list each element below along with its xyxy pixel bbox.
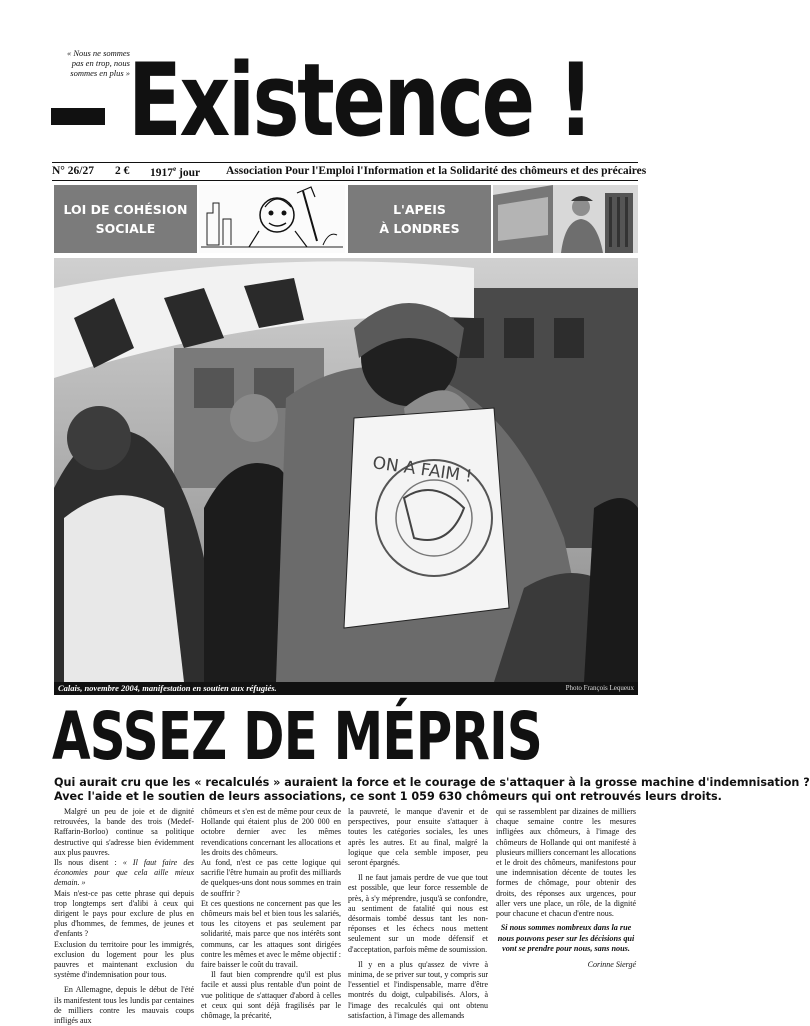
article-paragraph: Malgré un peu de joie et de dignité retrouvées, la bande des trois (Medef-Raffarin-Borloo) continue sa politique destructive qui s'adresse bien évidemment aux plus pauvres. [54,807,194,857]
cartoon-illustration [199,185,345,253]
placard-text: ON A FAIM ! [371,453,474,487]
article-paragraph: Mais n'est-ce pas cette phrase qui depuis trop longtemps sert d'alibi à ceux qui dirigent le pays pour exclure de plus en plus d'hommes, de femmes, de jeunes et d'enfants ? [54,888,194,939]
association-name: Association Pour l'Emploi l'Information et la Solidarité des chômeurs et des précaires [226,165,647,177]
main-photo [54,258,638,682]
article-column-4 [496,807,636,971]
article-paragraph [54,858,194,889]
article-column-2 [201,807,341,1021]
teaser-line: SOCIALE [95,221,156,236]
issue-day-word: jour [176,166,201,179]
article-quote: « Il faut faire des économies pour que cela aille mieux demain. » [54,858,194,888]
photo-credit: Photo François Lequeux [565,684,634,692]
masthead-rule-bottom [52,180,638,181]
teaser-photo-drawing [493,185,638,253]
issue-day-number: 1917 [150,166,173,179]
issue-day [150,165,200,179]
article-column-3 [348,807,488,1021]
article-paragraph: Il ne faut jamais perdre de vue que tout est possible, que leur force ressemble de près, à s'y méprendre, jusqu'à se confondre, au sentiment de fatalité qui nous est désormais tombé dessus tant les non-réponses et les échecs nous mettent seulement sur un mode défensif et d'acceptation, parfois même de soumission. [348,873,488,954]
article-paragraph: Exclusion du territoire pour les immigrés, exclusion du logement pour les plus pauvres et maintenant exclusion du système d'indemnisation pour tous. [54,939,194,980]
issue-price: 2 € [115,165,130,177]
teaser-line: À LONDRES [379,221,460,236]
masthead-rule-top [52,162,638,163]
masthead-dash [51,108,105,125]
issue-number: N° 26/27 [52,165,94,177]
article-signature: Corinne Siergé [587,960,636,970]
issue-day-suffix: e [173,165,177,173]
article-paragraph: Et ces questions ne concernent pas que les chômeurs mais bel et bien tous les salariés, tous les citoyens et pas seulement par solidarité, mais parce que nos intérêts sont communs, car les attaques sont dirigées contre les mêmes et avec le même objectif : faire baisser le coût du travail. [201,898,341,970]
headline-deck [54,776,810,804]
teaser-photo-london [493,185,638,253]
teaser-line: L'APEIS [393,202,446,217]
article-conclusion: Si nous sommes nombreux dans la rue nous pouvons peser sur les décisions qui vont se prendre pour nous, sans nous. [497,923,635,954]
article-paragraph: En Allemagne, depuis le début de l'été ils manifestent tous les lundis par centaines de milliers contre les mauvais coups infligés aux [54,985,194,1026]
teaser-line: LOI DE COHÉSION [63,202,188,217]
article-paragraph: qui se rassemblent par dizaines de milliers chaque semaine contre les mesures infligées aux chômeurs, à l'image des chômeurs de Hollande qui ont manifesté à plusieurs milliers concernant les allocations et le droit des chômeurs, manifestons pour une indemnisation décente de toutes les formes de chômage, pour obtenir des droits, des réponses aux urgences, pour aller vers une place, un rôle, de la dignité pour chacune et chacun d'entre nous. [496,807,636,919]
masthead-quote: « Nous ne sommes pas en trop, nous sommes en plus » [66,48,130,78]
article-paragraph: chômeurs et s'en est de même pour ceux de Hollande qui étaient plus de 200 000 en octobre dernier avec les mêmes revendications concernant les allocations et les droits des chômeurs. [201,807,341,857]
article-paragraph: Au fond, n'est ce pas cette logique qui sacrifie l'être humain au profit des milliards de quelques-uns dont nous sommes en train de souffrir ? [201,858,341,898]
article-text: Ils nous disent : [54,858,123,868]
teaser-apeis-londres[interactable] [348,185,491,253]
article-paragraph: Il y en a plus qu'assez de vivre à minima, de se priver sur tout, y compris sur l'essentiel et l'indispensable, marre d'être montrés du doigt, culpabilisés. Alors, à l'image des recalculés qui ont obtenu satisfaction, à l'image des allemands [348,959,488,1020]
photo-caption: Calais, novembre 2004, manifestation en soutien aux réfugiés. [58,683,277,693]
deck-line: Qui aurait cru que les « recalculés » auraient la force et le courage de s'attaquer à la grosse machine d'indemnisation ? [54,776,810,789]
article-column-1 [54,807,194,1026]
main-headline: ASSEZ DE MÉPRIS [52,698,542,775]
article-paragraph: la pauvreté, le manque d'avenir et de perspectives, pour ensuite s'attaquer à toutes les catégories sociales, les unes après les autres. Et au final, malgré la logique que cela semble imposer, peu seront épargnés. [348,807,488,868]
main-photo-drawing [54,258,638,682]
cartoon-drawing [199,185,345,253]
deck-line: Avec l'aide et le soutien de leurs associations, ce sont 1 059 630 chômeurs qui ont retrouvés leurs droits. [54,790,722,803]
masthead-title: Existence ! [128,41,592,159]
article-paragraph: Il faut bien comprendre qu'il est plus facile et aussi plus rentable d'un point de vue politique de s'attaquer d'abord à celles et ceux qui sont déjà fragilisés par le chômage, la précarité, [201,970,341,1021]
teaser-cohesion-sociale[interactable] [54,185,197,253]
